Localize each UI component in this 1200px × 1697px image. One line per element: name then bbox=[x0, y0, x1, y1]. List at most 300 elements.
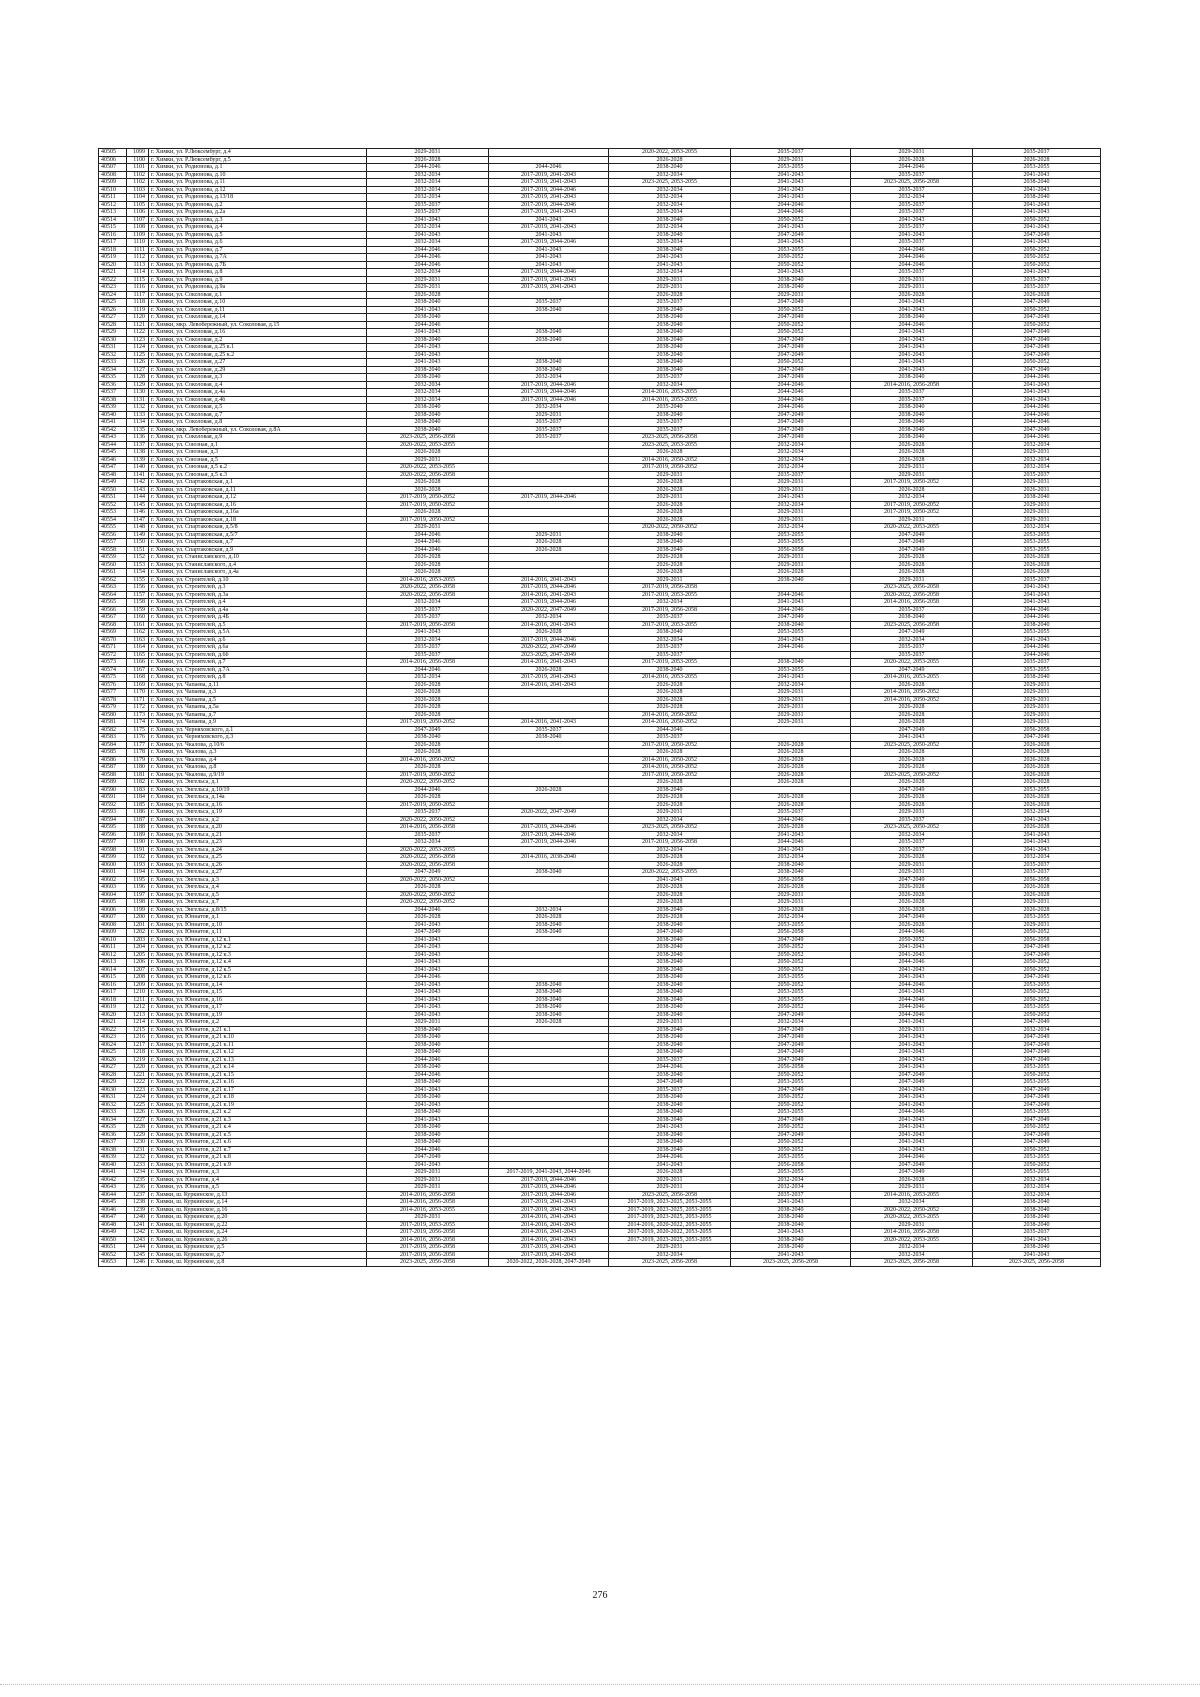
period-cell-4: 2029-2031 bbox=[731, 891, 851, 899]
row-number-cell: 1199 bbox=[127, 906, 149, 914]
period-cell-1: 2032-2034 bbox=[367, 674, 489, 682]
period-cell-3: 2032-2034 bbox=[609, 599, 731, 607]
period-cell-3: 2026-2028 bbox=[609, 449, 731, 457]
address-cell: г. Химки, ул. Юннатов, д.21 к.4 bbox=[149, 1124, 367, 1132]
period-cell-2 bbox=[489, 899, 609, 907]
period-cell-3: 2014-2016, 2053-2055 bbox=[609, 389, 731, 397]
period-cell-1: 2029-2031 bbox=[367, 1214, 489, 1222]
row-number-cell: 1128 bbox=[127, 374, 149, 382]
period-cell-4: 2047-2049 bbox=[731, 231, 851, 239]
record-id-cell: 40638 bbox=[99, 1146, 127, 1154]
period-cell-3: 2038-2040 bbox=[609, 344, 731, 352]
record-id-cell: 40617 bbox=[99, 989, 127, 997]
record-id-cell: 40525 bbox=[99, 299, 127, 307]
period-cell-4: 2029-2031 bbox=[731, 561, 851, 569]
period-cell-2: 2017-2019, 2041-2043 bbox=[489, 224, 609, 232]
period-cell-2 bbox=[489, 1116, 609, 1124]
period-cell-1: 2044-2046 bbox=[367, 1056, 489, 1064]
row-number-cell: 1236 bbox=[127, 1184, 149, 1192]
record-id-cell: 40512 bbox=[99, 201, 127, 209]
period-cell-3: 2035-2037 bbox=[609, 734, 731, 742]
record-id-cell: 40583 bbox=[99, 734, 127, 742]
address-cell: г. Химки, ул. Родионова, д.8 bbox=[149, 269, 367, 277]
period-cell-3: 2020-2022, 2053-2055 bbox=[609, 869, 731, 877]
period-cell-4: 2041-2043 bbox=[731, 224, 851, 232]
table-row bbox=[99, 449, 1101, 457]
table-row bbox=[99, 839, 1101, 847]
period-cell-6: 2047-2049 bbox=[973, 734, 1101, 742]
period-cell-3: 2038-2040 bbox=[609, 974, 731, 982]
period-cell-5: 2026-2028 bbox=[851, 794, 973, 802]
period-cell-1: 2038-2040 bbox=[367, 336, 489, 344]
period-cell-6: 2026-2028 bbox=[973, 554, 1101, 562]
period-cell-2 bbox=[489, 711, 609, 719]
period-cell-6: 2029-2031 bbox=[973, 689, 1101, 697]
period-cell-1: 2038-2040 bbox=[367, 366, 489, 374]
period-cell-6: 2026-2028 bbox=[973, 801, 1101, 809]
period-cell-6: 2047-2049 bbox=[973, 231, 1101, 239]
period-cell-3: 2038-2040 bbox=[609, 666, 731, 674]
record-id-cell: 40599 bbox=[99, 854, 127, 862]
period-cell-4: 2029-2031 bbox=[731, 509, 851, 517]
period-cell-6: 2047-2049 bbox=[973, 1101, 1101, 1109]
table-row bbox=[99, 764, 1101, 772]
period-cell-4: 2047-2049 bbox=[731, 1011, 851, 1019]
period-cell-2: 2017-2019, 2044-2046 bbox=[489, 839, 609, 847]
address-cell: г. Химки, ул. Юннатов, д.21 к.16 bbox=[149, 1079, 367, 1087]
period-cell-6: 2041-2043 bbox=[973, 269, 1101, 277]
row-number-cell: 1246 bbox=[127, 1259, 149, 1267]
period-cell-2: 2026-2028 bbox=[489, 666, 609, 674]
period-cell-4: 2038-2040 bbox=[731, 659, 851, 667]
record-id-cell: 40545 bbox=[99, 449, 127, 457]
record-id-cell: 40562 bbox=[99, 576, 127, 584]
period-cell-6: 2038-2040 bbox=[973, 194, 1101, 202]
period-cell-6: 2056-2058 bbox=[973, 876, 1101, 884]
period-cell-4: 2029-2031 bbox=[731, 479, 851, 487]
period-cell-5: 2044-2046 bbox=[851, 996, 973, 1004]
period-cell-2: 2035-2037 bbox=[489, 726, 609, 734]
period-cell-5: 2041-2043 bbox=[851, 944, 973, 952]
period-cell-6: 2026-2028 bbox=[973, 884, 1101, 892]
period-cell-3: 2026-2028 bbox=[609, 569, 731, 577]
table-row bbox=[99, 231, 1101, 239]
period-cell-5: 2032-2034 bbox=[851, 1199, 973, 1207]
period-cell-2: 2017-2019, 2044-2046 bbox=[489, 269, 609, 277]
period-cell-5: 2047-2049 bbox=[851, 876, 973, 884]
record-id-cell: 40519 bbox=[99, 254, 127, 262]
period-cell-5: 2029-2031 bbox=[851, 1221, 973, 1229]
record-id-cell: 40603 bbox=[99, 884, 127, 892]
period-cell-5: 2029-2031 bbox=[851, 1184, 973, 1192]
table-row bbox=[99, 1011, 1101, 1019]
period-cell-5: 2041-2043 bbox=[851, 1064, 973, 1072]
period-cell-1: 2038-2040 bbox=[367, 1124, 489, 1132]
period-cell-4: 2050-2052 bbox=[731, 966, 851, 974]
period-cell-5: 2035-2037 bbox=[851, 389, 973, 397]
period-cell-3: 2041-2043 bbox=[609, 254, 731, 262]
period-cell-2 bbox=[489, 471, 609, 479]
period-cell-2 bbox=[489, 884, 609, 892]
period-cell-6: 2029-2031 bbox=[973, 449, 1101, 457]
row-number-cell: 1107 bbox=[127, 216, 149, 224]
period-cell-3: 2032-2034 bbox=[609, 846, 731, 854]
period-cell-6: 2041-2043 bbox=[973, 831, 1101, 839]
period-cell-3: 2038-2040 bbox=[609, 944, 731, 952]
period-cell-1: 2041-2043 bbox=[367, 629, 489, 637]
period-cell-4: 2035-2037 bbox=[731, 149, 851, 157]
period-cell-5: 2026-2028 bbox=[851, 681, 973, 689]
period-cell-3: 2026-2028 bbox=[609, 794, 731, 802]
period-cell-1: 2020-2022, 2050-2052 bbox=[367, 899, 489, 907]
period-cell-2: 2017-2019, 2044-2046 bbox=[489, 1176, 609, 1184]
period-cell-1: 2047-2049 bbox=[367, 1154, 489, 1162]
address-cell: г. Химки, ул. Чапаева, д.9 bbox=[149, 719, 367, 727]
period-cell-5: 2035-2037 bbox=[851, 651, 973, 659]
record-id-cell: 40594 bbox=[99, 816, 127, 824]
address-cell: г. Химки, ул. Энгельса, д.19 bbox=[149, 809, 367, 817]
record-id-cell: 40550 bbox=[99, 486, 127, 494]
period-cell-4: 2023-2025, 2056-2058 bbox=[731, 1259, 851, 1267]
table-row bbox=[99, 599, 1101, 607]
table-row bbox=[99, 284, 1101, 292]
period-cell-6: 2047-2049 bbox=[973, 1094, 1101, 1102]
record-id-cell: 40520 bbox=[99, 261, 127, 269]
record-id-cell: 40585 bbox=[99, 749, 127, 757]
period-cell-1: 2017-2019, 2050-2052 bbox=[367, 516, 489, 524]
record-id-cell: 40568 bbox=[99, 621, 127, 629]
period-cell-1: 2038-2040 bbox=[367, 1079, 489, 1087]
record-id-cell: 40533 bbox=[99, 359, 127, 367]
period-cell-2: 2017-2019, 2044-2046 bbox=[489, 201, 609, 209]
period-cell-3: 2023-2025, 2053-2055 bbox=[609, 441, 731, 449]
record-id-cell: 40595 bbox=[99, 824, 127, 832]
record-id-cell: 40622 bbox=[99, 1026, 127, 1034]
period-cell-1: 2035-2037 bbox=[367, 651, 489, 659]
period-cell-3: 2026-2028 bbox=[609, 681, 731, 689]
period-cell-3: 2026-2028 bbox=[609, 156, 731, 164]
period-cell-5: 2035-2037 bbox=[851, 201, 973, 209]
period-cell-5: 2014-2016, 2056-2058 bbox=[851, 1229, 973, 1237]
period-cell-3: 2035-2037 bbox=[609, 1086, 731, 1094]
row-number-cell: 1129 bbox=[127, 381, 149, 389]
record-id-cell: 40623 bbox=[99, 1034, 127, 1042]
period-cell-6: 2032-2034 bbox=[973, 809, 1101, 817]
period-cell-5: 2026-2028 bbox=[851, 906, 973, 914]
period-cell-3: 2038-2040 bbox=[609, 1049, 731, 1057]
period-cell-5: 2014-2016, 2056-2058 bbox=[851, 381, 973, 389]
period-cell-2 bbox=[489, 561, 609, 569]
address-cell: г. Химки, ул. Энгельса, д.26 bbox=[149, 861, 367, 869]
period-cell-4: 2029-2031 bbox=[731, 554, 851, 562]
period-cell-1: 2038-2040 bbox=[367, 314, 489, 322]
record-id-cell: 40631 bbox=[99, 1094, 127, 1102]
period-cell-6: 2044-2046 bbox=[973, 404, 1101, 412]
period-cell-1: 2041-2043 bbox=[367, 1101, 489, 1109]
period-cell-1: 2026-2028 bbox=[367, 794, 489, 802]
row-number-cell: 1226 bbox=[127, 1109, 149, 1117]
record-id-cell: 40624 bbox=[99, 1041, 127, 1049]
period-cell-4: 2029-2031 bbox=[731, 156, 851, 164]
period-cell-1: 2044-2046 bbox=[367, 786, 489, 794]
period-cell-6: 2026-2028 bbox=[973, 771, 1101, 779]
address-cell: г. Химки, ул. Чапаева, д.11 bbox=[149, 681, 367, 689]
table-row bbox=[99, 1139, 1101, 1147]
table-row bbox=[99, 1221, 1101, 1229]
record-id-cell: 40589 bbox=[99, 779, 127, 787]
period-cell-6: 2035-2037 bbox=[973, 1229, 1101, 1237]
period-cell-5: 2014-2016, 2050-2052 bbox=[851, 689, 973, 697]
period-cell-2: 2044-2046 bbox=[489, 164, 609, 172]
period-cell-1: 2029-2031 bbox=[367, 456, 489, 464]
period-cell-5: 2041-2043 bbox=[851, 951, 973, 959]
period-cell-1: 2029-2031 bbox=[367, 1184, 489, 1192]
period-cell-3: 2038-2040 bbox=[609, 411, 731, 419]
period-cell-1: 2017-2019, 2056-2058 bbox=[367, 1229, 489, 1237]
period-cell-2: 2017-2019, 2041-2043 bbox=[489, 171, 609, 179]
table-row bbox=[99, 171, 1101, 179]
table-row bbox=[99, 1214, 1101, 1222]
period-cell-3: 2038-2040 bbox=[609, 989, 731, 997]
period-cell-2 bbox=[489, 1094, 609, 1102]
period-cell-4: 2047-2049 bbox=[731, 1056, 851, 1064]
period-cell-5: 2014-2016, 2053-2055 bbox=[851, 674, 973, 682]
period-cell-3: 2041-2043 bbox=[609, 876, 731, 884]
row-number-cell: 1102 bbox=[127, 171, 149, 179]
period-cell-4: 2047-2049 bbox=[731, 419, 851, 427]
period-cell-2 bbox=[489, 959, 609, 967]
address-cell: г. Химки, ул. Соколовая, д.9 bbox=[149, 434, 367, 442]
period-cell-2: 2038-2040 bbox=[489, 989, 609, 997]
period-cell-4: 2035-2037 bbox=[731, 809, 851, 817]
table-row bbox=[99, 359, 1101, 367]
record-id-cell: 40565 bbox=[99, 599, 127, 607]
period-cell-1: 2044-2046 bbox=[367, 539, 489, 547]
period-cell-1: 2032-2034 bbox=[367, 194, 489, 202]
period-cell-6: 2029-2031 bbox=[973, 501, 1101, 509]
period-cell-3: 2038-2040 bbox=[609, 336, 731, 344]
address-cell: г. Химки, ул. Юннатов, д.21 к.8 bbox=[149, 1154, 367, 1162]
period-cell-3: 2038-2040 bbox=[609, 1034, 731, 1042]
period-cell-1: 2020-2022, 2053-2055 bbox=[367, 846, 489, 854]
period-cell-6: 2032-2034 bbox=[973, 1176, 1101, 1184]
period-cell-6: 2053-2055 bbox=[973, 1079, 1101, 1087]
period-cell-2 bbox=[489, 944, 609, 952]
table-row bbox=[99, 1244, 1101, 1252]
period-cell-5: 2044-2046 bbox=[851, 1109, 973, 1117]
period-cell-2 bbox=[489, 569, 609, 577]
period-cell-5: 2032-2034 bbox=[851, 494, 973, 502]
period-cell-6: 2026-2028 bbox=[973, 794, 1101, 802]
period-cell-5: 2026-2028 bbox=[851, 756, 973, 764]
period-cell-6: 2032-2034 bbox=[973, 854, 1101, 862]
period-cell-6: 2056-2058 bbox=[973, 726, 1101, 734]
period-cell-5: 2029-2031 bbox=[851, 471, 973, 479]
period-cell-2 bbox=[489, 974, 609, 982]
period-cell-1: 2020-2022, 2050-2052 bbox=[367, 891, 489, 899]
table-row bbox=[99, 494, 1101, 502]
period-cell-2: 2029-2031 bbox=[489, 411, 609, 419]
address-cell: г. Химки, ул. Юннатов, д.2 bbox=[149, 1019, 367, 1027]
period-cell-2: 2017-2019, 2041-2043, 2044-2046 bbox=[489, 1169, 609, 1177]
address-cell: г. Химки, ул. Юннатов, д.21 к.13 bbox=[149, 1056, 367, 1064]
period-cell-1: 2038-2040 bbox=[367, 404, 489, 412]
row-number-cell: 1214 bbox=[127, 1019, 149, 1027]
row-number-cell: 1103 bbox=[127, 186, 149, 194]
period-cell-3: 2032-2034 bbox=[609, 194, 731, 202]
period-cell-1: 2044-2046 bbox=[367, 164, 489, 172]
period-cell-3: 2026-2028 bbox=[609, 801, 731, 809]
table-row bbox=[99, 539, 1101, 547]
table-row bbox=[99, 434, 1101, 442]
period-cell-3: 2035-2034 bbox=[609, 239, 731, 247]
table-row bbox=[99, 614, 1101, 622]
period-cell-5: 2041-2043 bbox=[851, 1131, 973, 1139]
period-cell-6: 2047-2049 bbox=[973, 1139, 1101, 1147]
period-cell-2 bbox=[489, 1124, 609, 1132]
period-cell-3: 2017-2019, 2023-2025, 2053-2055 bbox=[609, 1206, 731, 1214]
address-cell: г. Химки, ул. Строителей, д.5А bbox=[149, 629, 367, 637]
period-cell-5: 2044-2046 bbox=[851, 1004, 973, 1012]
row-number-cell: 1187 bbox=[127, 816, 149, 824]
period-cell-5: 2041-2043 bbox=[851, 734, 973, 742]
record-id-cell: 40621 bbox=[99, 1019, 127, 1027]
row-number-cell: 1153 bbox=[127, 561, 149, 569]
row-number-cell: 1202 bbox=[127, 929, 149, 937]
address-cell: г. Химки, ул. Энгельса, д.16 bbox=[149, 801, 367, 809]
period-cell-3: 2047-2049 bbox=[609, 1079, 731, 1087]
period-cell-1: 2020-2022, 2053-2055 bbox=[367, 441, 489, 449]
record-id-cell: 40627 bbox=[99, 1064, 127, 1072]
record-id-cell: 40614 bbox=[99, 966, 127, 974]
period-cell-3: 2038-2040 bbox=[609, 921, 731, 929]
period-cell-3: 2029-2031 bbox=[609, 1184, 731, 1192]
period-cell-4: 2056-2058 bbox=[731, 1064, 851, 1072]
period-cell-2 bbox=[489, 486, 609, 494]
period-cell-2: 2026-2028 bbox=[489, 629, 609, 637]
table-row bbox=[99, 509, 1101, 517]
period-cell-5: 2041-2043 bbox=[851, 359, 973, 367]
row-number-cell: 1176 bbox=[127, 734, 149, 742]
address-cell: г. Химки, ул. Чкалова, д.8 bbox=[149, 764, 367, 772]
period-cell-6: 2032-2034 bbox=[973, 1184, 1101, 1192]
period-cell-5: 2029-2031 bbox=[851, 861, 973, 869]
period-cell-2 bbox=[489, 509, 609, 517]
row-number-cell: 1119 bbox=[127, 306, 149, 314]
table-row bbox=[99, 1049, 1101, 1057]
period-cell-1: 2032-2034 bbox=[367, 224, 489, 232]
period-cell-6: 2041-2043 bbox=[973, 209, 1101, 217]
row-number-cell: 1109 bbox=[127, 231, 149, 239]
table-row bbox=[99, 621, 1101, 629]
table-row bbox=[99, 216, 1101, 224]
period-cell-6: 2029-2031 bbox=[973, 921, 1101, 929]
table-row bbox=[99, 201, 1101, 209]
period-cell-5: 2026-2028 bbox=[851, 456, 973, 464]
period-cell-1: 2038-2040 bbox=[367, 734, 489, 742]
table-row bbox=[99, 974, 1101, 982]
period-cell-3: 2017-2019, 2053-2055 bbox=[609, 591, 731, 599]
record-id-cell: 40587 bbox=[99, 764, 127, 772]
table-row bbox=[99, 239, 1101, 247]
period-cell-6: 2029-2031 bbox=[973, 704, 1101, 712]
period-cell-5: 2044-2046 bbox=[851, 1011, 973, 1019]
period-cell-6: 2050-2052 bbox=[973, 306, 1101, 314]
period-cell-4: 2050-2052 bbox=[731, 1101, 851, 1109]
period-cell-4: 2044-2046 bbox=[731, 381, 851, 389]
address-cell: г. Химки, ул. Строителей, д.6а bbox=[149, 644, 367, 652]
period-cell-2 bbox=[489, 951, 609, 959]
address-cell: г. Химки, ул. Р.Люксембург, д.5 bbox=[149, 156, 367, 164]
period-cell-6: 2026-2028 bbox=[973, 764, 1101, 772]
record-id-cell: 40528 bbox=[99, 321, 127, 329]
table-row bbox=[99, 876, 1101, 884]
address-cell: г. Химки, ул. Родионова, д.11 bbox=[149, 179, 367, 187]
period-cell-6: 2047-2049 bbox=[973, 1056, 1101, 1064]
period-cell-1: 2020-2022, 2056-2058 bbox=[367, 584, 489, 592]
period-cell-3: 2035-2040 bbox=[609, 404, 731, 412]
record-id-cell: 40640 bbox=[99, 1161, 127, 1169]
period-cell-3: 2029-2031 bbox=[609, 576, 731, 584]
row-number-cell: 1100 bbox=[127, 156, 149, 164]
period-cell-3: 2038-2040 bbox=[609, 1041, 731, 1049]
period-cell-6: 2047-2049 bbox=[973, 336, 1101, 344]
address-cell: г. Химки, ул. Родионова, д.13/18 bbox=[149, 194, 367, 202]
period-cell-5: 2035-2037 bbox=[851, 224, 973, 232]
row-number-cell: 1162 bbox=[127, 629, 149, 637]
period-cell-4: 2026-2028 bbox=[731, 779, 851, 787]
address-cell: г. Химки, ул. Родионова, д.6 bbox=[149, 239, 367, 247]
period-cell-3: 2038-2040 bbox=[609, 1146, 731, 1154]
table-row bbox=[99, 936, 1101, 944]
period-cell-3: 2017-2019, 2050-2052 bbox=[609, 464, 731, 472]
period-cell-2: 2017-2019, 2044-2046 bbox=[489, 831, 609, 839]
period-cell-5: 2032-2034 bbox=[851, 194, 973, 202]
period-cell-6: 2026-2028 bbox=[973, 779, 1101, 787]
period-cell-6: 2047-2049 bbox=[973, 314, 1101, 322]
table-row bbox=[99, 891, 1101, 899]
period-cell-3: 2023-2025, 2056-2058 bbox=[609, 1259, 731, 1267]
period-cell-3: 2032-2034 bbox=[609, 269, 731, 277]
address-cell: г. Химки, ул. Юннатов, д.21 к.9 bbox=[149, 1161, 367, 1169]
period-cell-6: 2053-2055 bbox=[973, 981, 1101, 989]
table-row bbox=[99, 711, 1101, 719]
period-cell-5: 2014-2016, 2053-2055 bbox=[851, 1191, 973, 1199]
period-cell-2: 2020-2022, 2047-2049 bbox=[489, 606, 609, 614]
address-cell: г. Химки, ш. Куркинское, д.16 bbox=[149, 1206, 367, 1214]
record-id-cell: 40515 bbox=[99, 224, 127, 232]
period-cell-6: 2035-2037 bbox=[973, 861, 1101, 869]
row-number-cell: 1137 bbox=[127, 441, 149, 449]
period-cell-5: 2029-2031 bbox=[851, 809, 973, 817]
period-cell-3: 2038-2040 bbox=[609, 936, 731, 944]
period-cell-2: 2017-2019, 2044-2046 bbox=[489, 584, 609, 592]
period-cell-1: 2026-2028 bbox=[367, 696, 489, 704]
period-cell-5: 2026-2028 bbox=[851, 156, 973, 164]
period-cell-5: 2041-2043 bbox=[851, 306, 973, 314]
period-cell-2: 2017-2019, 2041-2043 bbox=[489, 1206, 609, 1214]
period-cell-6: 2026-2031 bbox=[973, 486, 1101, 494]
period-cell-1: 2029-2031 bbox=[367, 284, 489, 292]
table-row bbox=[99, 1131, 1101, 1139]
period-cell-5: 2044-2046 bbox=[851, 164, 973, 172]
period-cell-6: 2041-2043 bbox=[973, 171, 1101, 179]
period-cell-6: 2038-2040 bbox=[973, 179, 1101, 187]
record-id-cell: 40596 bbox=[99, 831, 127, 839]
period-cell-3: 2038-2040 bbox=[609, 246, 731, 254]
period-cell-3: 2023-2025, 2056-2058 bbox=[609, 434, 731, 442]
record-id-cell: 40626 bbox=[99, 1056, 127, 1064]
